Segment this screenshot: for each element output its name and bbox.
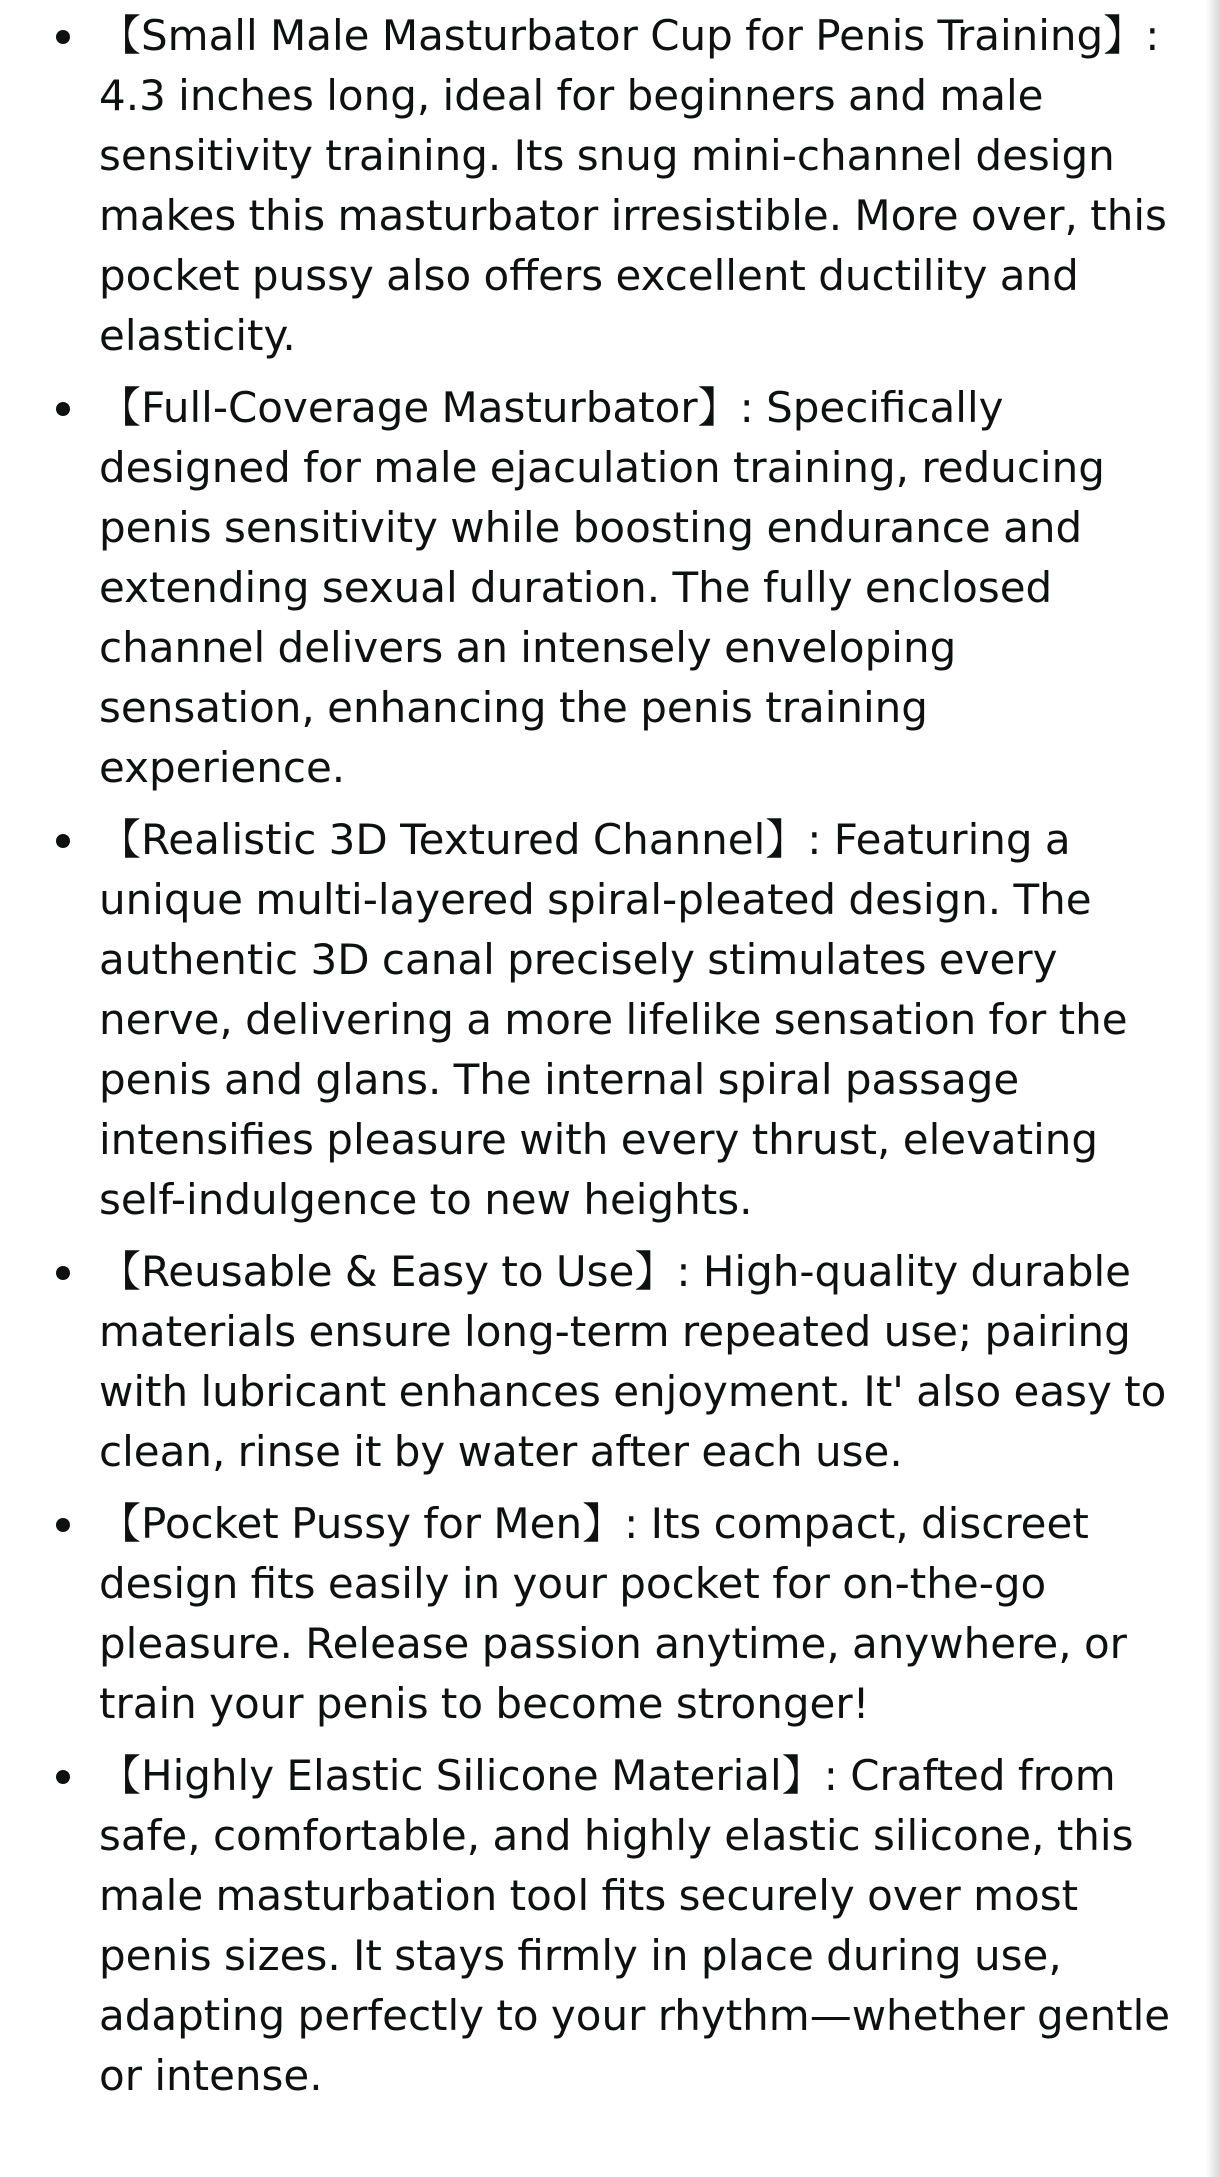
list-item [0,378,1175,798]
bullet-text: 【Reusable & Easy to Use】: High-quality durable materials ensure long-term repeated use; pairing with lubricant enhances enjoyment. It' also easy to clean, rinse it by water after each use. [99,1247,1167,1476]
bullet-text: 【Realistic 3D Textured Channel】: Featuring a unique multi-layered spiral-pleated design. The authentic 3D canal precisely stimulates every nerve, delivering a more lifelike sensation for the penis and glans. The internal spiral passage intensifies pleasure with every thrust, elevating self-indulgence to new heights. [99,815,1128,1224]
list-item [0,1242,1175,1482]
list-item [0,1746,1175,2106]
list-item [0,6,1175,366]
page-edge-shadow [1206,0,1220,2177]
bullet-text: 【Highly Elastic Silicone Material】: Crafted from safe, comfortable, and highly elastic silicone, this male masturbation tool fits securely over most penis sizes. It stays firmly in place during use, adapting perfectly to your rhythm—whether gentle or intense. [99,1751,1171,2100]
bullet-text: 【Pocket Pussy for Men】: Its compact, discreet design fits easily in your pocket for on-the-go pleasure. Release passion anytime, anywhere, or train your penis to become stronger! [99,1499,1127,1728]
list-item [0,1494,1175,1734]
bullet-text: 【Small Male Masturbator Cup for Penis Training】: 4.3 inches long, ideal for beginners and male sensitivity training. Its snug mini-channel design makes this masturbator irresistible. More over, this pocket pussy also offers excellent ductility and elasticity. [99,11,1167,360]
list-item [0,810,1175,1230]
bullet-dot-icon [56,1518,70,1532]
bullet-text: 【Full-Coverage Masturbator】: Specifically designed for male ejaculation training, reducing penis sensitivity while boosting endurance and extending sexual duration. The fully enclosed channel delivers an intensely enveloping sensation, enhancing the penis training experience. [99,383,1105,792]
bullet-dot-icon [56,402,70,416]
feature-bullet-list [0,6,1175,2118]
bullet-dot-icon [56,30,70,44]
bullet-dot-icon [56,834,70,848]
bullet-dot-icon [56,1770,70,1784]
bullet-dot-icon [56,1266,70,1280]
